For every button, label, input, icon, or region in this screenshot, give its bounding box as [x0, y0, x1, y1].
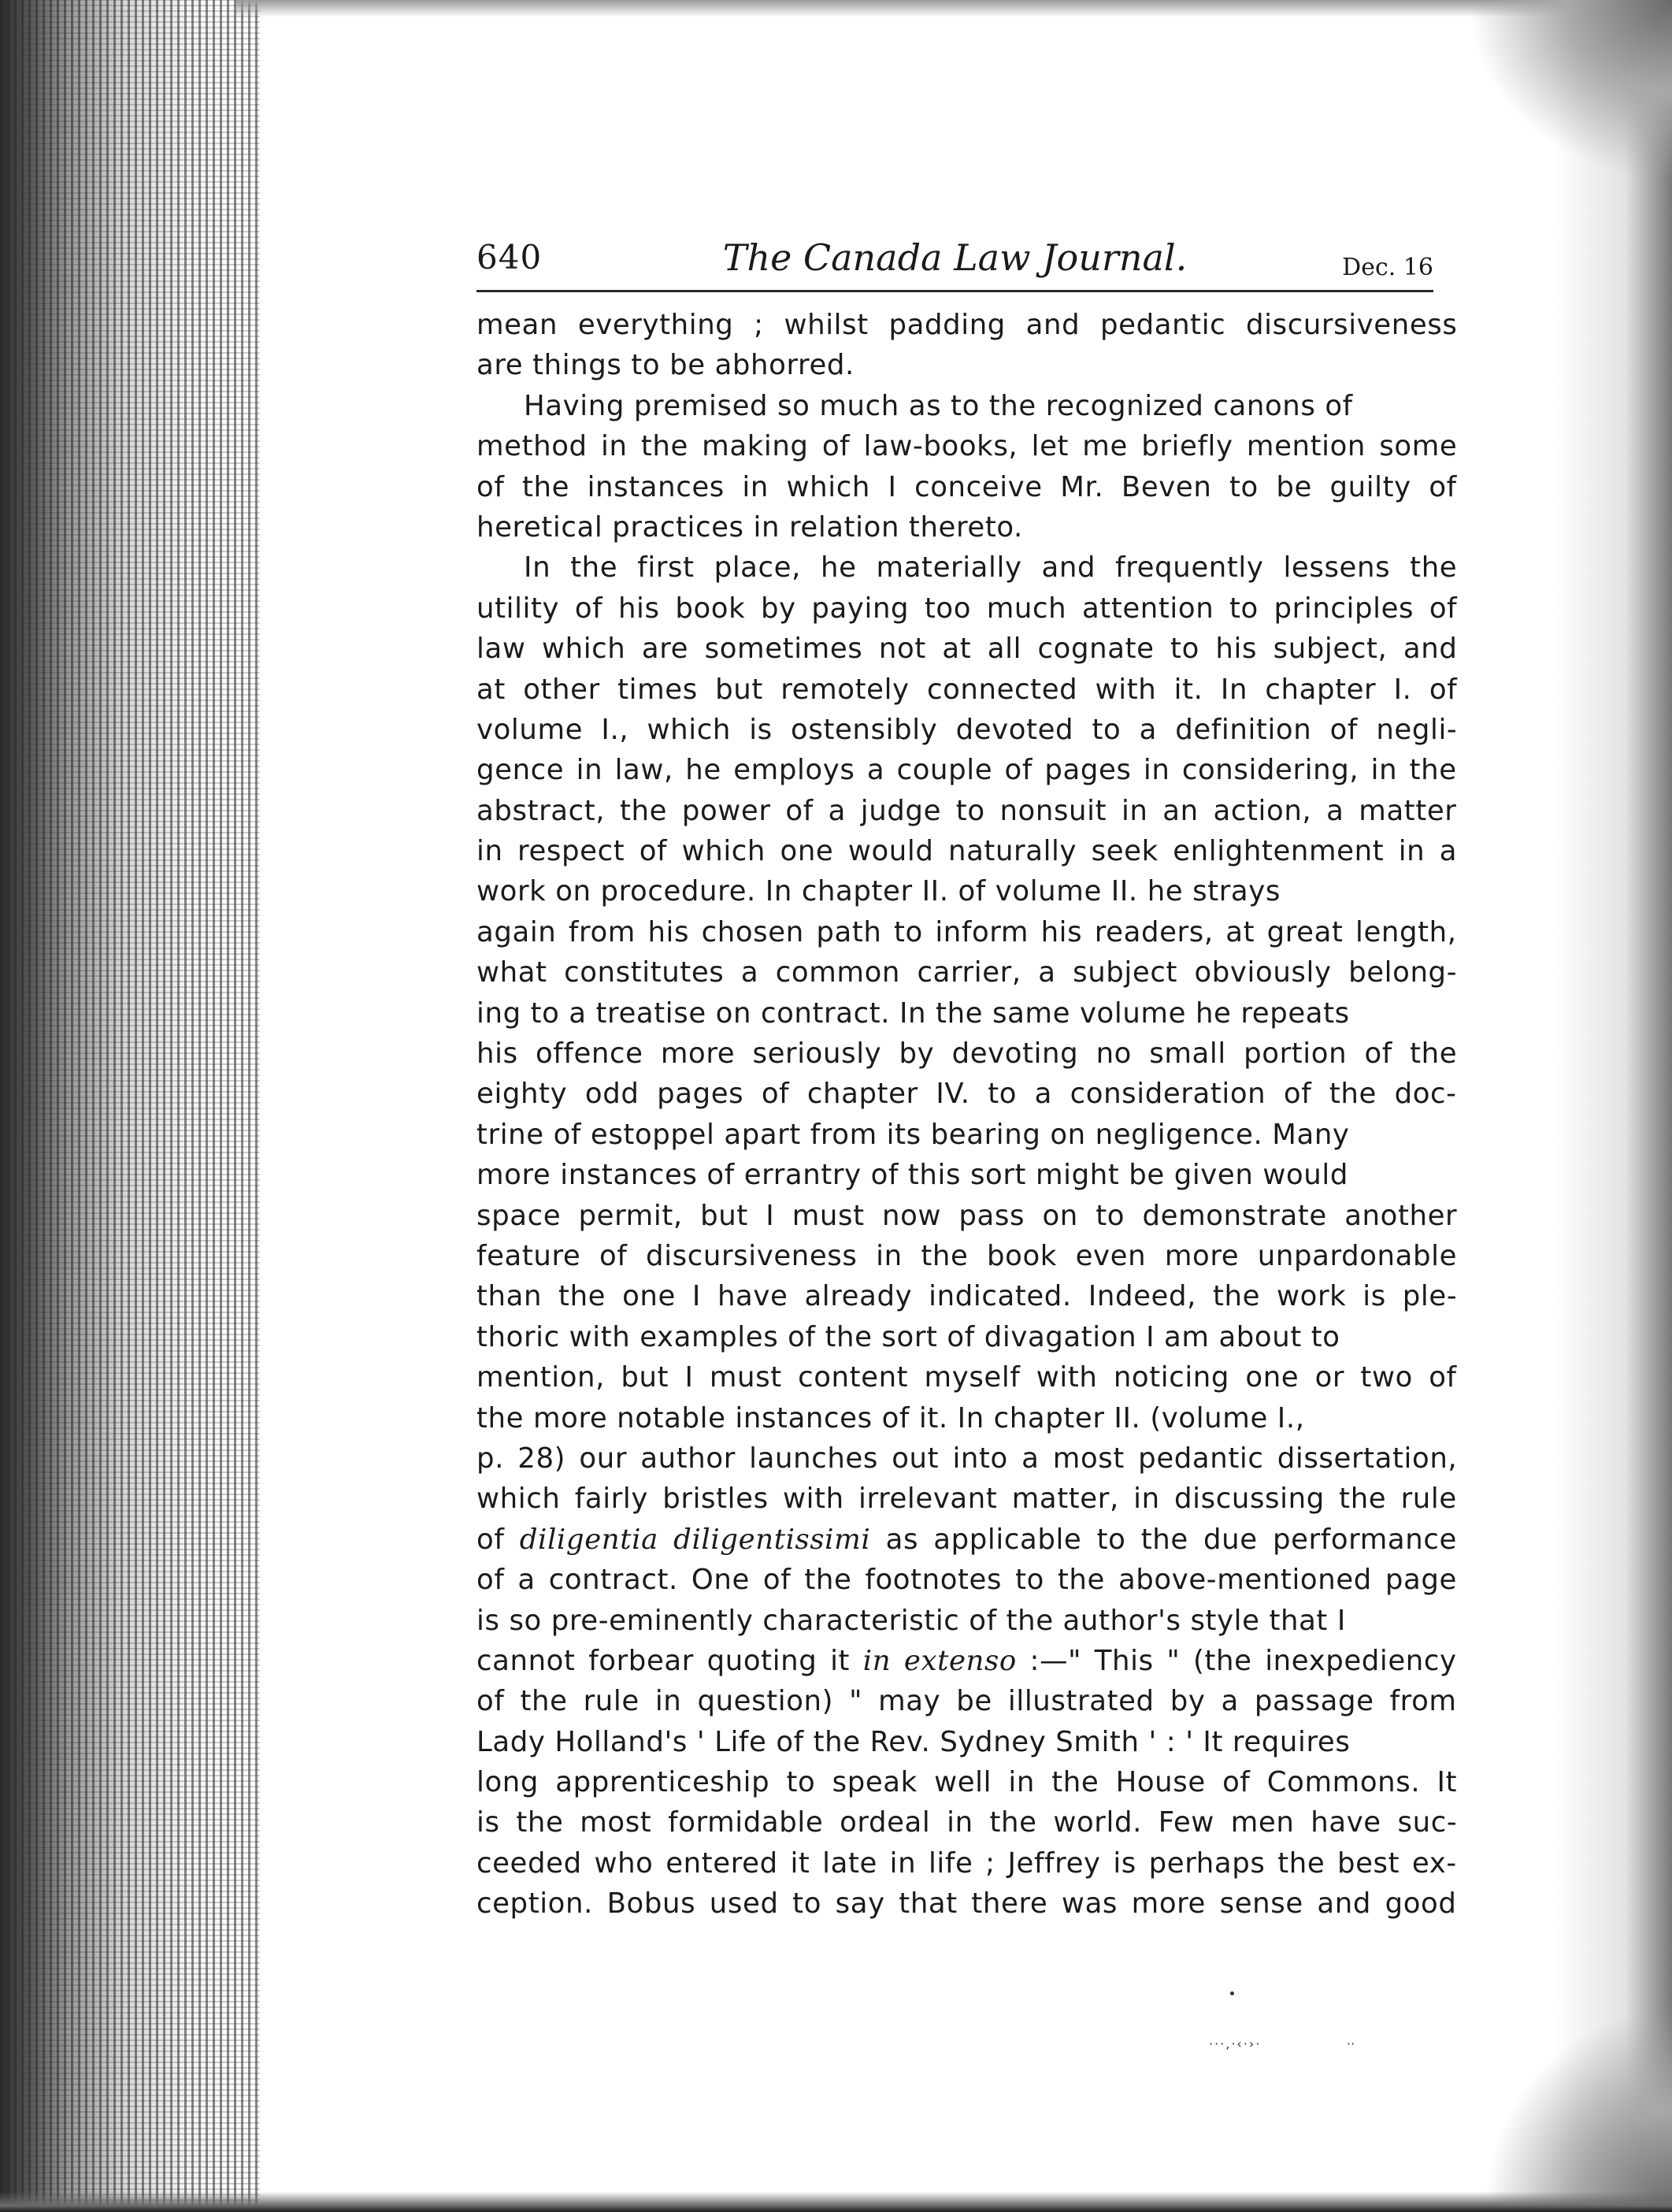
text-line: more instances of errantry of this sort might be given would	[476, 1159, 1348, 1192]
text-line: trine of estoppel apart from its bearing on negligence. Many	[476, 1118, 1350, 1151]
text-line: eighty odd pages of chapter IV. to a consideration of the doc-	[476, 1078, 1457, 1111]
text-line: again from his chosen path to inform his readers, at great length,	[476, 915, 1457, 948]
text-line: heretical practices in relation thereto.	[476, 510, 1023, 544]
text-line: mention, but I must content myself with noticing one or two of	[476, 1361, 1457, 1394]
journal-title: The Canada Law Journal.	[722, 236, 1188, 279]
text-line: ing to a treatise on contract. In the same volume he repeats	[476, 997, 1350, 1030]
text-line: what constitutes a common carrier, a subject obviously belong-	[476, 956, 1458, 989]
text-line: than the one I have already indicated. Indeed, the work is ple-	[476, 1280, 1458, 1313]
footer-dot	[1230, 1991, 1234, 1995]
text-segment: cannot forbear quoting it	[476, 1644, 863, 1677]
text-segment: as applicable to the due performance	[870, 1523, 1457, 1556]
text-line: mean everything ; whilst padding and pedantic discursiveness	[476, 309, 1458, 341]
header-rule	[476, 290, 1433, 292]
text-line: at other times but remotely connected with it. In chapter I. of	[476, 673, 1458, 706]
text-line	[476, 1520, 1469, 1560]
text-line: law which are sometimes not at all cognate to his subject, and	[476, 633, 1458, 666]
text-line: of the instances in which I conceive Mr. Beven to be guilty of	[476, 470, 1457, 503]
footer-mark-right: ··	[1347, 2036, 1355, 2051]
text-line: Having premised so much as to the recognized canons of	[524, 389, 1353, 422]
page-top-edge	[236, 0, 1672, 17]
body-text	[476, 305, 1469, 1924]
text-line: ception. Bobus used to say that there was more sense and good	[476, 1887, 1457, 1921]
text-line: is the most formidable ordeal in the world. Few men have suc-	[476, 1806, 1458, 1839]
page-binding-shadow	[0, 0, 260, 2212]
text-line: method in the making of law-books, let me briefly mention some	[476, 430, 1458, 463]
text-line: is so pre-eminently characteristic of the author's style that I	[476, 1604, 1346, 1637]
footer-mark: ···,·‹·›·	[1209, 2036, 1262, 2051]
text-line: volume I., which is ostensibly devoted to a definition of negli-	[476, 713, 1458, 746]
text-line	[476, 1641, 1469, 1681]
text-line: the more notable instances of it. In chapter II. (volume I.,	[476, 1401, 1305, 1434]
text-line: space permit, but I must now pass on to demonstrate another	[476, 1199, 1458, 1232]
text-line: in respect of which one would naturally seek enlightenment in a	[476, 835, 1458, 868]
text-line: thoric with examples of the sort of divagation I am about to	[476, 1320, 1340, 1353]
header-date: Dec. 16	[1342, 254, 1433, 281]
page-corner-bottom-right	[1483, 2007, 1672, 2212]
text-line: work on procedure. In chapter II. of volume II. he strays	[476, 875, 1281, 908]
text-line: ceeded who entered it late in life ; Jeffrey is perhaps the best ex-	[476, 1846, 1457, 1880]
italic-phrase: diligentia diligentissimi	[519, 1523, 871, 1556]
text-line: Lady Holland's ' Life of the Rev. Sydney Smith ' : ' It requires	[476, 1725, 1351, 1758]
text-line: which fairly bristles with irrelevant matter, in discussing the rule	[476, 1483, 1457, 1516]
text-line: abstract, the power of a judge to nonsuit in an action, a matter	[476, 794, 1457, 827]
text-segment: :—" This " (the inexpediency	[1016, 1644, 1457, 1677]
text-line: feature of discursiveness in the book even more unpardonable	[476, 1239, 1458, 1272]
text-line: are things to be abhorred.	[476, 349, 855, 382]
page-bottom-edge	[0, 2192, 1672, 2212]
text-line: of the rule in question) " may be illustrated by a passage from	[476, 1685, 1457, 1718]
text-line: his offence more seriously by devoting no small portion of the	[476, 1037, 1458, 1071]
text-line: gence in law, he employs a couple of pages in considering, in the	[476, 754, 1457, 787]
text-line: p. 28) our author launches out into a most pedantic dissertation,	[476, 1442, 1458, 1475]
page-number: 640	[476, 238, 543, 276]
page-right-edge	[1554, 0, 1672, 2212]
text-line: utility of his book by paying too much attention to principles of	[476, 592, 1458, 625]
text-line: In the first place, he materially and frequently lessens the	[524, 551, 1458, 585]
running-header	[476, 236, 1433, 285]
text-line: of a contract. One of the footnotes to the above-mentioned page	[476, 1564, 1457, 1597]
text-segment: of	[476, 1523, 520, 1556]
page-corner-top-right	[1467, 0, 1672, 181]
italic-phrase: in extenso	[862, 1644, 1017, 1677]
text-line: long apprenticeship to speak well in the House of Commons. It	[476, 1766, 1458, 1799]
